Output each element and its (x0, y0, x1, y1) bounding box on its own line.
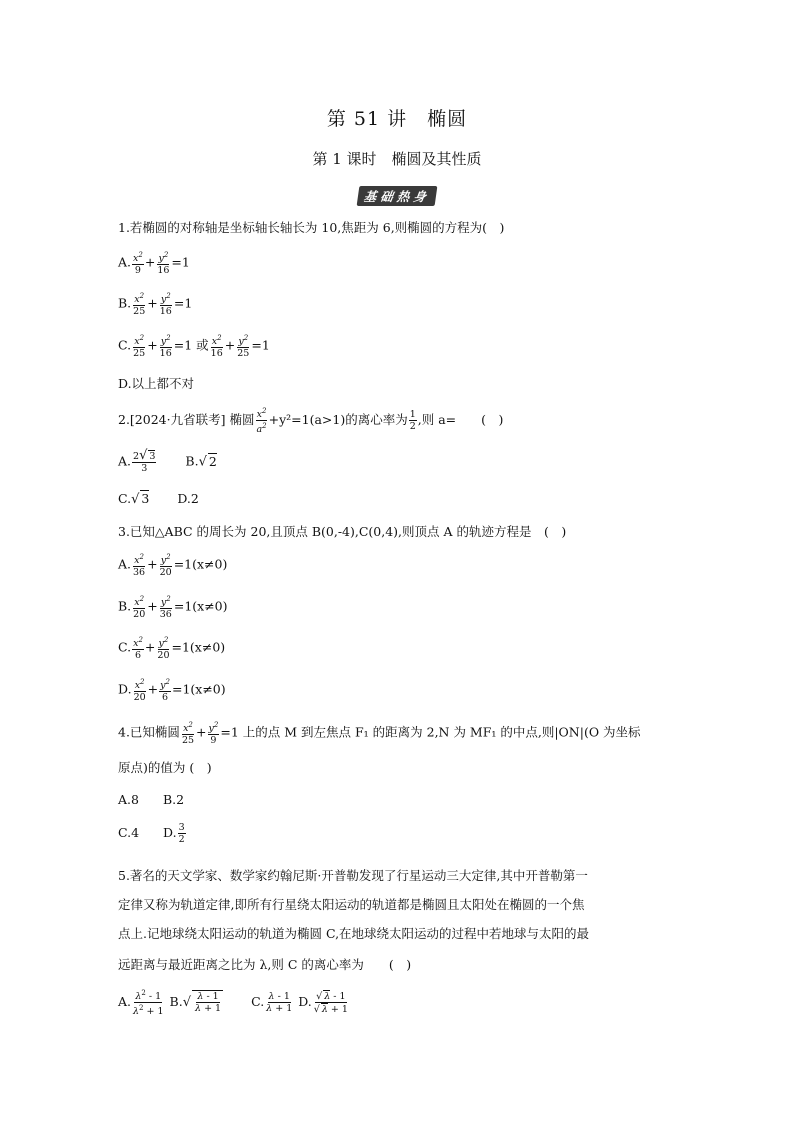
option-label: B.2 (162, 792, 185, 807)
fraction: $\frac{x^2}{25}$ (181, 721, 195, 747)
condition-text: =1(x≠0) (171, 681, 226, 697)
fraction: $\frac{x^2}{20}$ (133, 595, 146, 621)
condition-text: =1(x≠0) (173, 598, 228, 614)
option-label: B. (185, 453, 199, 469)
fraction: $\frac{y^2}{6}$ (160, 678, 170, 704)
option-label: D. (298, 994, 312, 1010)
q5-stem-line-2: 定律又称为轨道定律,即所有行星绕太阳运动的轨道都是椭圆且太阳处在椭圆的一个焦 (118, 897, 585, 912)
q2-stem-part-c: ,则 a= ( ) (417, 412, 504, 428)
option-label: D. (163, 825, 177, 840)
option-label: A. (118, 994, 132, 1010)
radical (192, 990, 223, 1014)
fraction: $\frac{x^2}{36}$ (133, 553, 146, 579)
q4-stem: 4.已知椭圆 $\frac{x^2}{25}$ + $\frac{y^2}{9}$ =1 上的点 M 到左焦点 F₁ 的距离为 2,N 为 MF₁ 的中点,则|ON|(O 为坐标 (118, 721, 641, 747)
page-title: 第 51 讲 椭圆 (326, 108, 468, 130)
q2-stem (118, 406, 503, 435)
lesson-subtitle: 第 1 课时 椭圆及其性质 (312, 150, 482, 168)
fraction: $\frac{x^2}{16}$ (210, 334, 223, 360)
option-label: B. (169, 994, 183, 1010)
option-label: C.4 (118, 825, 140, 840)
q2-stem-part-b: +y²=1(a>1)的离心率为 (268, 412, 408, 428)
q1-option-d: D.以上都不对 (118, 376, 195, 391)
section-badge: 基础热身 (357, 186, 438, 206)
q4-stem-part-b: =1 上的点 M 到左焦点 F₁ 的距离为 2,N 为 MF₁ 的中点,则|ON|(O 为坐标 (220, 724, 641, 740)
fraction: $\frac{3}{2}$ (178, 822, 185, 845)
option-label: C. (118, 337, 132, 353)
condition-text: =1(x≠0) (173, 556, 228, 572)
q5-stem-line-3: 点上.记地球绕太阳运动的轨道为椭圆 C,在地球绕太阳运动的过程中若地球与太阳的最 (118, 926, 590, 941)
q4-stem-part-a: 4.已知椭圆 (118, 724, 180, 740)
fraction: $\frac{x^2}{a^2}$ (256, 407, 267, 436)
q1-option-b: B. $\frac{x^2}{25}$ + $\frac{y^2}{16}$ =1 (118, 292, 193, 318)
q3-option-b: B. $\frac{x^2}{20}$ + $\frac{y^2}{36}$ =1(x≠0) (118, 595, 228, 621)
fraction: $\frac{y^2}{16}$ (159, 292, 172, 318)
fraction: $\frac{y^2}{16}$ (157, 251, 170, 277)
option-label: D.2 (177, 491, 199, 506)
q1-option-a: A. $\frac{x^2}{9}$ + $\frac{y^2}{16}$ =1 (118, 251, 190, 277)
option-label: A.8 (118, 792, 139, 807)
fraction: $\frac{y^2}{36}$ (159, 595, 172, 621)
condition-text: =1(x≠0) (171, 639, 226, 655)
q5-stem-line-4: 远距离与最近距离之比为 λ,则 C 的离心率为 ( ) (118, 957, 412, 972)
q3-option-c: C. $\frac{x^2}{6}$ + $\frac{y^2}{20}$ =1(x≠0) (118, 636, 226, 662)
fraction: $\frac{y^2}{16}$ (159, 334, 172, 360)
q4-stem-line-2: 原点)的值为 ( ) (118, 760, 212, 775)
option-label: B. (118, 295, 132, 311)
q4-options-row-1 (118, 792, 184, 807)
q2-options-row-1: A. $\frac{2√ 3}{3}$ B.√ 2 (118, 448, 217, 474)
fraction: $\frac{√ \lambda - 1}{√ \lambda + 1}$ (313, 991, 348, 1016)
fraction: $\frac{x^2}{20}$ (133, 678, 146, 704)
option-label: A. (118, 254, 132, 270)
fraction: $\frac{\lambda - 1}{\lambda + 1}$ (266, 991, 293, 1015)
fraction: $\frac{1}{2}$ (409, 409, 416, 433)
q4-options-row-2 (118, 822, 187, 845)
q5-stem-line-1: 5.著名的天文学家、数学家约翰尼斯·开普勒发现了行星运动三大定律,其中开普勒第一 (118, 868, 588, 883)
fraction: $\frac{x^2}{9}$ (133, 251, 143, 277)
q3-option-a: A. $\frac{x^2}{36}$ + $\frac{y^2}{20}$ =1(x≠0) (118, 553, 228, 579)
fraction: $\frac{y^2}{25}$ (237, 334, 250, 360)
option-label: C. (118, 491, 132, 506)
q2-options-row-2: C.√ 3 D.2 (118, 491, 199, 507)
option-label: C. (251, 994, 265, 1010)
option-c-mid-text: =1 或 (173, 337, 209, 353)
fraction: $\frac{\lambda - 1}{\lambda + 1}$ (195, 991, 222, 1015)
q1-stem: 1.若椭圆的对称轴是坐标轴长轴长为 10,焦距为 6,则椭圆的方程为( ) (118, 220, 505, 235)
q5-options-row: A. $\frac{\lambda^2 - 1}{\lambda^2 + 1}$ B.√ $\frac{\lambda - 1}{\lambda + 1}$ C. $\frac{\lambda - 1}{\lambda + 1}$ D. $\frac{√ \lambda - 1}{√ \lambda + 1}$ (118, 989, 348, 1018)
q3-stem: 3.已知△ABC 的周长为 20,且顶点 B(0,-4),C(0,4),则顶点 A 的轨迹方程是 ( ) (118, 524, 567, 539)
section-badge-wrap (0, 186, 794, 206)
fraction: $\frac{x^2}{25}$ (133, 334, 146, 360)
option-label: A. (118, 453, 132, 469)
fraction: $\frac{y^2}{20}$ (157, 636, 170, 662)
q2-stem-part-a: 2.[2024·九省联考] 椭圆 (118, 412, 255, 428)
q3-option-d: D. $\frac{x^2}{20}$ + $\frac{y^2}{6}$ =1(x≠0) (118, 678, 226, 704)
fraction: $\frac{\lambda^2 - 1}{\lambda^2 + 1}$ (133, 989, 164, 1018)
fraction: $\frac{y^2}{20}$ (159, 553, 172, 579)
fraction: $\frac{x^2}{6}$ (133, 636, 143, 662)
fraction: $\frac{y^2}{9}$ (208, 721, 219, 747)
fraction: $\frac{2√ 3}{3}$ (133, 448, 156, 474)
fraction: $\frac{x^2}{25}$ (133, 292, 146, 318)
q1-option-c: C. $\frac{x^2}{25}$ + $\frac{y^2}{16}$ =1 或 $\frac{x^2}{16}$ + $\frac{y^2}{25}$ =1 (118, 334, 270, 360)
